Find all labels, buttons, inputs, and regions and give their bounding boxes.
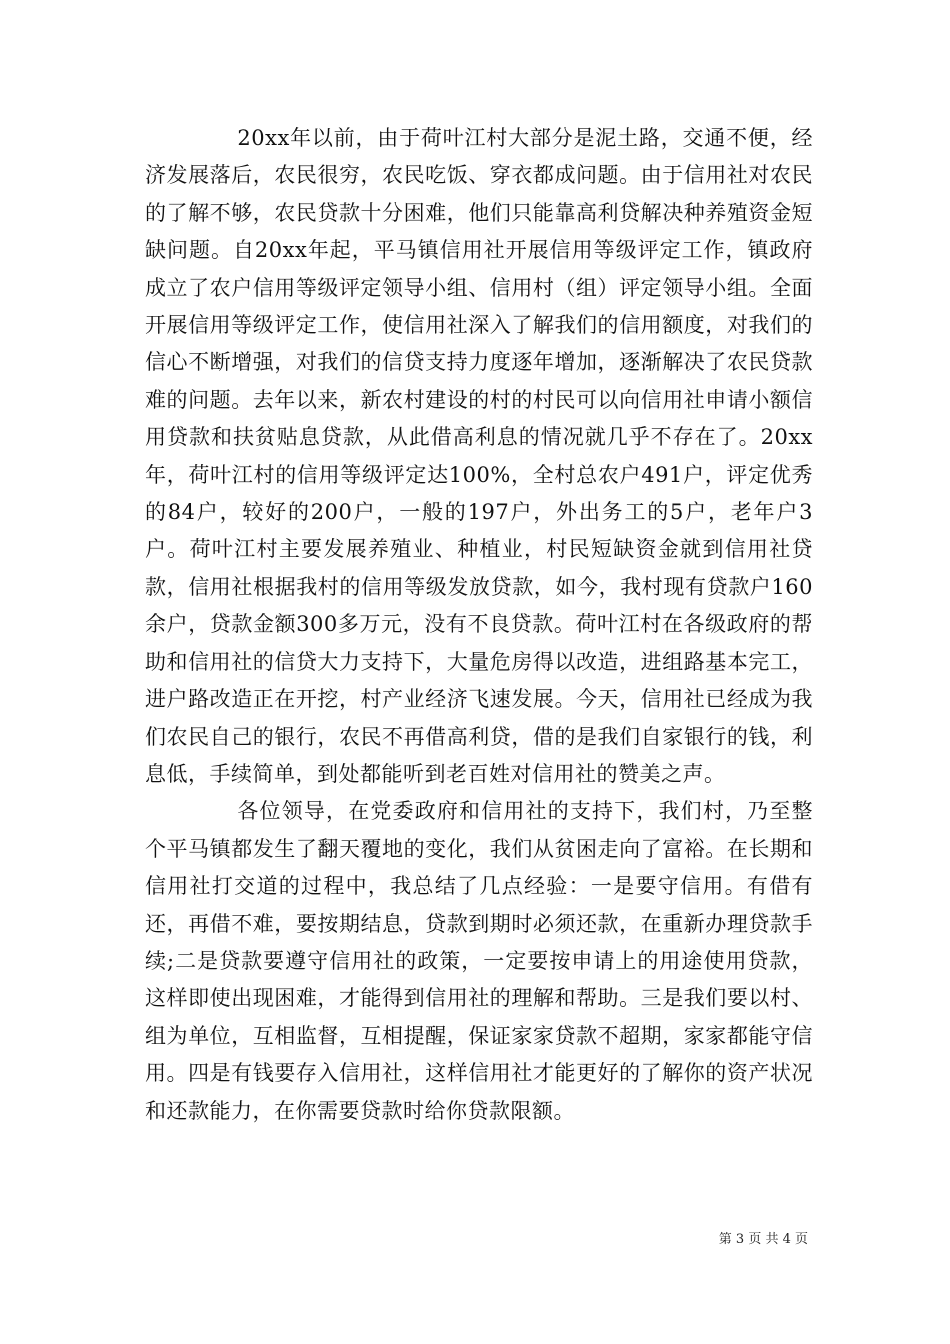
paragraph-credit-history: 20xx年以前，由于荷叶江村大部分是泥土路，交通不便，经济发展落后，农民很穷，农民吃饭、穿衣都成问题。由于信用社对农民的了解不够，农民贷款十分困难，他们只能靠高利贷解决种养殖资金短缺问题。自20xx年起，平马镇信用社开展信用等级评定工作，镇政府成立了农户信用等级评定领导小组、信用村（组）评定领导小组。全面开展信用等级评定工作，使信用社深入了解我们的信用额度，对我们的信心不断增强，对我们的信贷支持力度逐年增加，逐渐解决了农民贷款难的问题。去年以来，新农村建设的村的村民可以向信用社申请小额信用贷款和扶贫贴息贷款，从此借高利息的情况就几乎不存在了。20xx年，荷叶江村的信用等级评定达100%，全村总农户491户，评定优秀的84户，较好的200户，一般的197户，外出务工的5户，老年户3户。荷叶江村主要发展养殖业、种植业，村民短缺资金就到信用社贷款，信用社根据我村的信用等级发放贷款，如今，我村现有贷款户160余户，贷款金额300多万元，没有不良贷款。荷叶江村在各级政府的帮助和信用社的信贷大力支持下，大量危房得以改造，进组路基本完工，进户路改造正在开挖，村产业经济飞速发展。今天，信用社已经成为我们农民自己的银行，农民不再借高利贷，借的是我们自家银行的钱，利息低，手续简单，到处都能听到老百姓对信用社的赞美之声。 bbox=[145, 126, 813, 786]
paragraph-experience: 各位领导，在党委政府和信用社的支持下，我们村，乃至整个平马镇都发生了翻天覆地的变化，我们从贫困走向了富裕。在长期和信用社打交道的过程中，我总结了几点经验：一是要守信用。有借有还，再借不难，要按期结息，贷款到期时必须还款，在重新办理贷款手续;二是贷款要遵守信用社的政策，一定要按申请上的用途使用贷款，这样即使出现困难，才能得到信用社的理解和帮助。三是我们要以村、组为单位，互相监督，互相提醒，保证家家贷款不超期，家家都能守信用。四是有钱要存入信用社，这样信用社才能更好的了解你的资产状况和还款能力，在你需要贷款时给你贷款限额。 bbox=[145, 799, 813, 1123]
document-body bbox=[145, 120, 813, 1130]
page-number-footer: 第 3 页 共 4 页 bbox=[718, 1232, 808, 1247]
